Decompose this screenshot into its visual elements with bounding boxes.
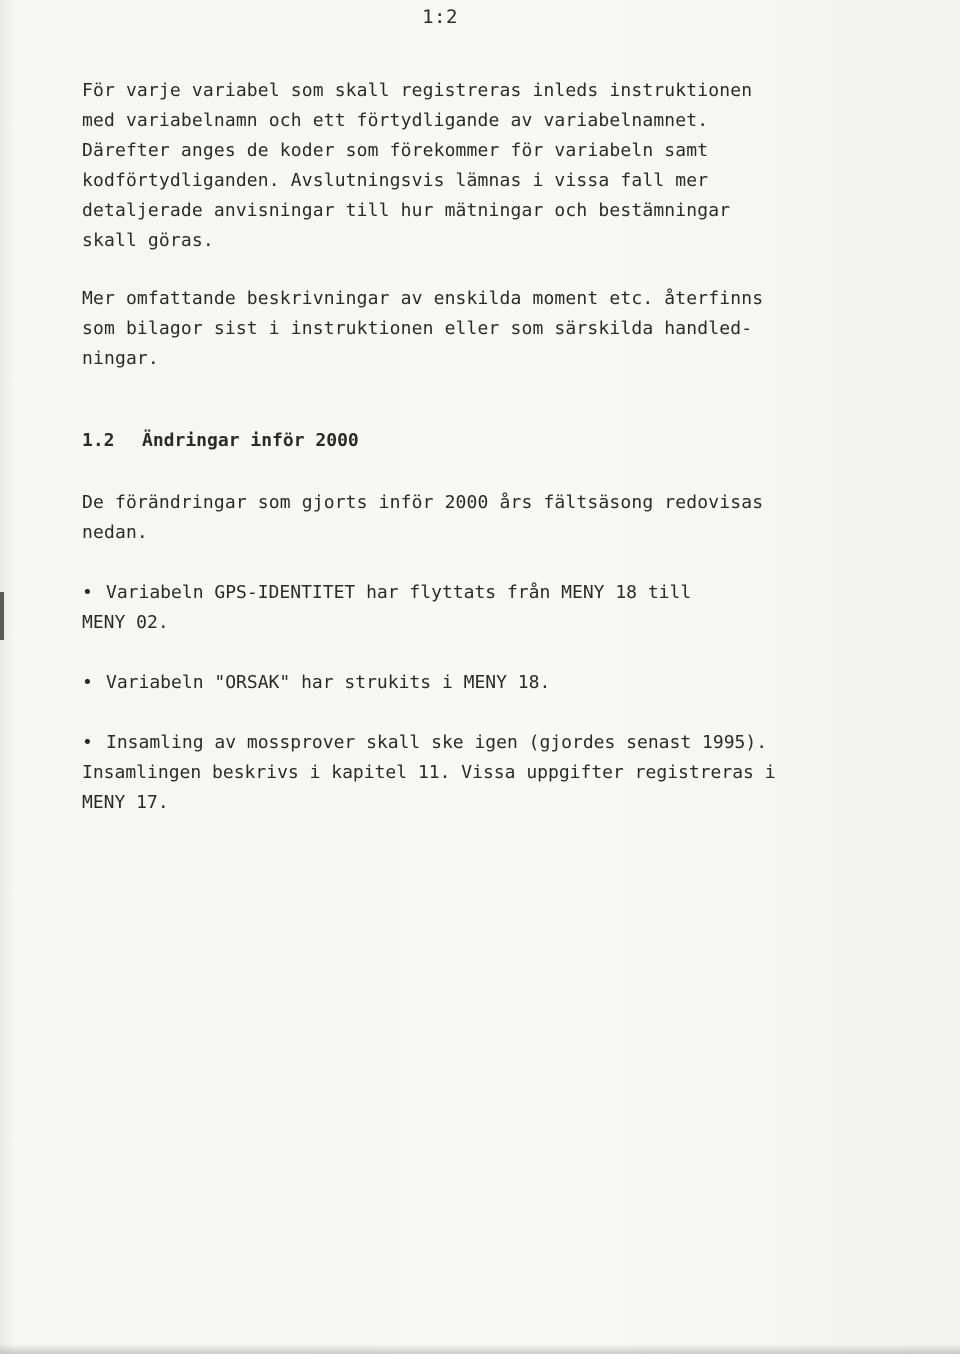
- intro-paragraph: [82, 76, 822, 256]
- bullet-item: [82, 578, 822, 638]
- text-line: kodförtydliganden. Avslutningsvis lämnas i vissa fall mer: [82, 170, 709, 191]
- text-line: nedan.: [82, 522, 148, 543]
- bullet-marker: •: [82, 732, 93, 753]
- scan-bottom-shadow: [0, 1344, 960, 1354]
- document-body: [82, 76, 822, 818]
- text-line: För varje variabel som skall registreras inleds instruktionen: [82, 80, 753, 101]
- text-line: med variabelnamn och ett förtydligande av variabelnamnet.: [82, 110, 709, 131]
- text-line: skall göras.: [82, 230, 214, 251]
- text-line: ningar.: [82, 348, 159, 369]
- text-line: som bilagor sist i instruktionen eller som särskilda handled-: [82, 318, 753, 339]
- bullet-marker: •: [82, 672, 93, 693]
- text-line: Insamlingen beskrivs i kapitel 11. Vissa uppgifter registreras i: [82, 762, 776, 783]
- section-number: 1.2: [82, 430, 115, 451]
- text-line: MENY 17.: [82, 792, 169, 813]
- bullet-text: Insamling av mossprover skall ske igen (gjordes senast 1995).: [106, 732, 768, 753]
- scan-edge-mark: [0, 592, 4, 640]
- text-line: MENY 02.: [82, 612, 169, 633]
- bullet-text: Variabeln GPS-IDENTITET har flyttats från MENY 18 till: [106, 582, 692, 603]
- section-title: Ändringar inför 2000: [142, 430, 359, 451]
- section-heading: [82, 426, 822, 456]
- text-line: [82, 668, 822, 698]
- bullet-marker: •: [82, 582, 93, 603]
- text-line: [82, 728, 822, 758]
- bullet-item: [82, 668, 822, 698]
- bullet-item: [82, 728, 822, 818]
- text-line: Mer omfattande beskrivningar av enskilda moment etc. återfinns: [82, 288, 764, 309]
- text-line: [82, 578, 822, 608]
- page-number: 1:2: [422, 6, 458, 28]
- text-line: Därefter anges de koder som förekommer för variabeln samt: [82, 140, 709, 161]
- appendix-paragraph: [82, 284, 822, 374]
- bullet-text: Variabeln "ORSAK" har strukits i MENY 18.: [106, 672, 551, 693]
- changes-intro-paragraph: [82, 488, 822, 548]
- text-line: De förändringar som gjorts inför 2000 års fältsäsong redovisas: [82, 492, 764, 513]
- text-line: detaljerade anvisningar till hur mätningar och bestämningar: [82, 200, 731, 221]
